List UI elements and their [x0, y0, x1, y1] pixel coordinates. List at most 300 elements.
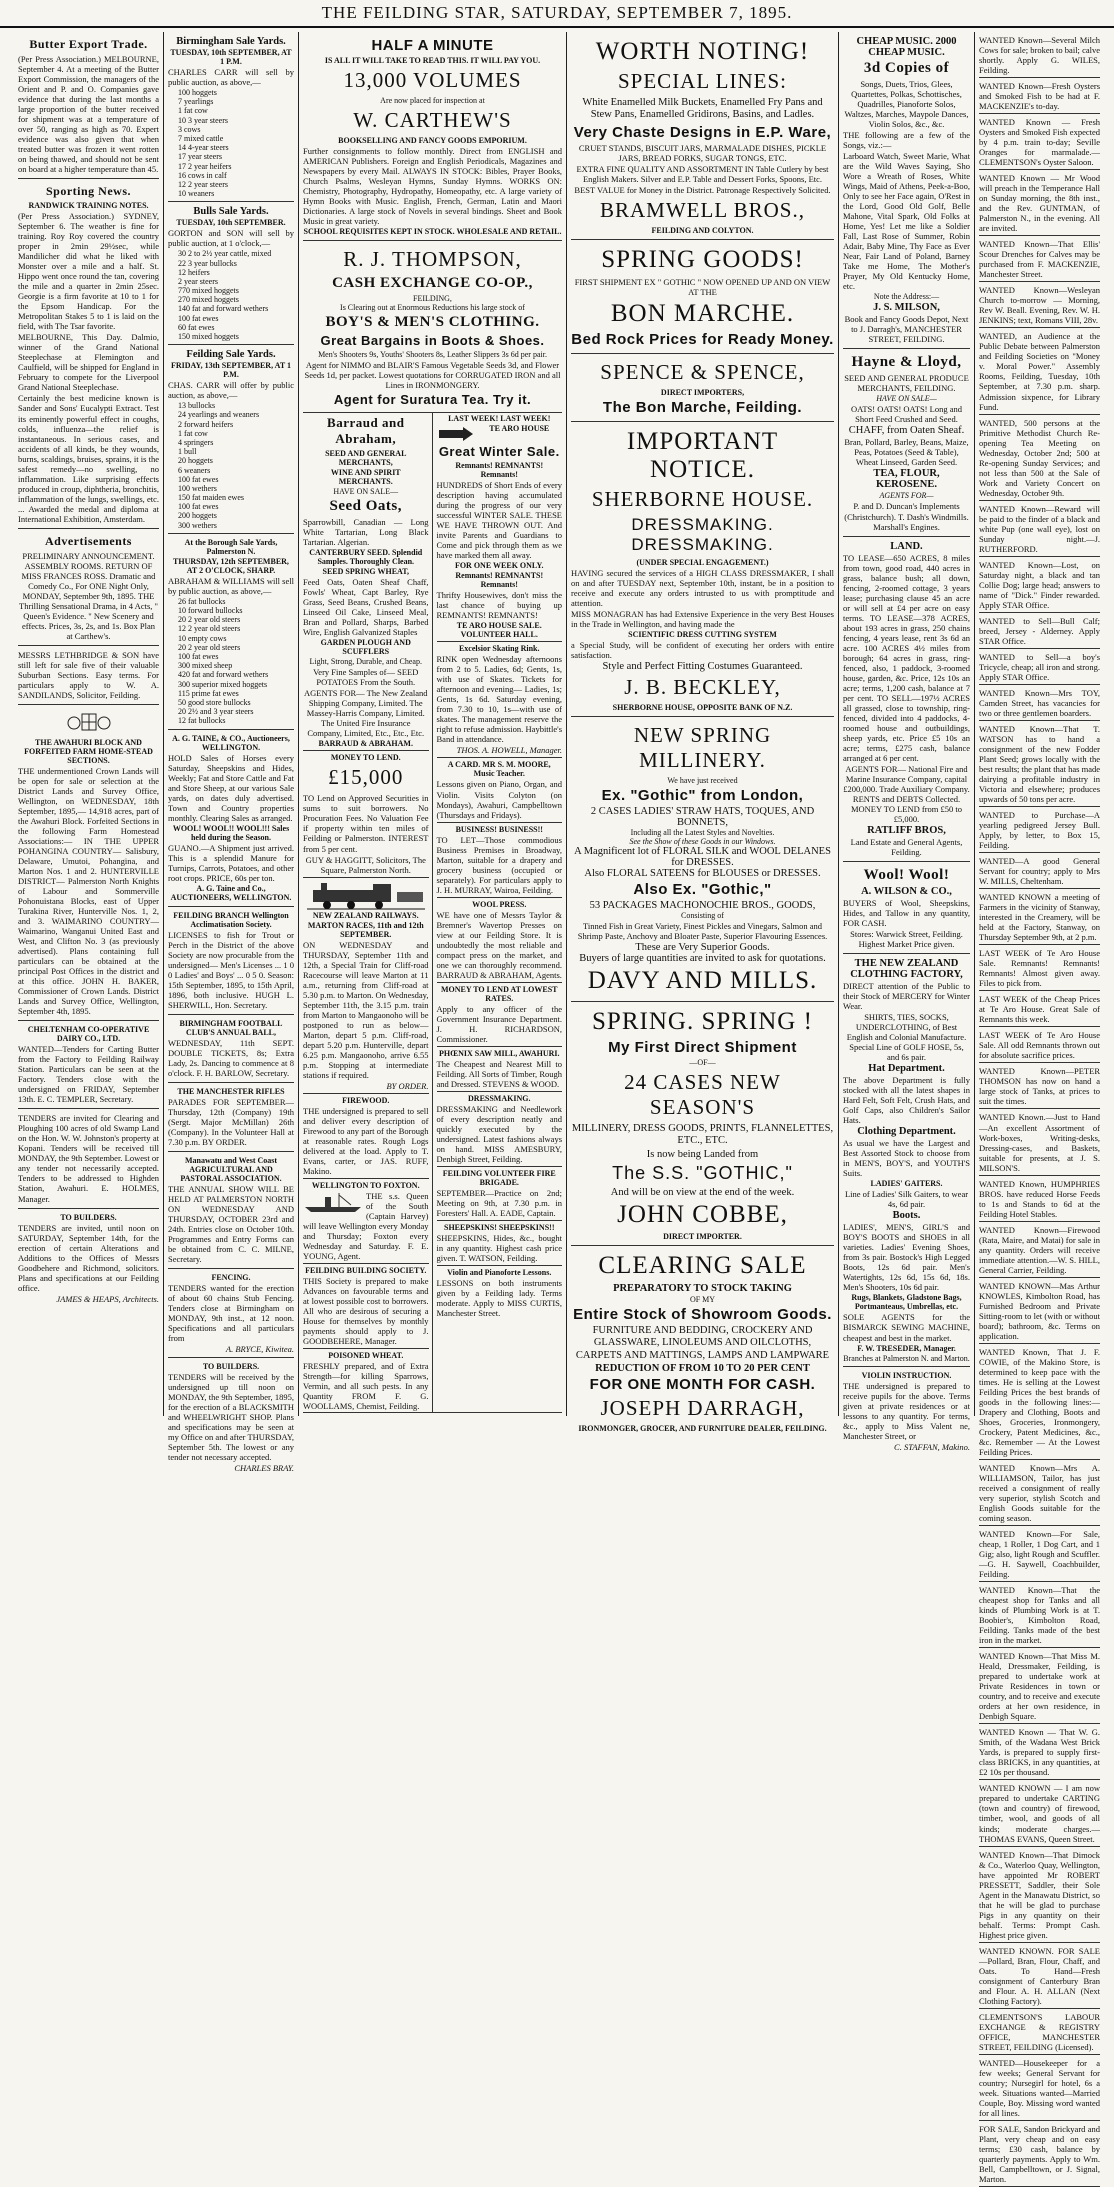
oats: OATS! OATS! OATS! Long and Short Feed Crushed and Seed.: [851, 404, 962, 425]
floral-sateens: Also FLORAL SATEENS for BLOUSES or DRESSES.: [584, 867, 821, 879]
sale-list-item: 20 2½ and 3 year steers: [178, 707, 254, 717]
sale-list-item: 14 4-year steers: [178, 143, 229, 153]
bargains-heading: Great Bargains in Boots & Shoes.: [320, 333, 545, 349]
bulls-sale-list: [178, 249, 294, 341]
classified-ad: WANTED KNOWN. FOR SALE—Pollard, Bran, Flour, Chaff, and Oats. To Hand—Fresh consignment of Canterbury Bran and Flour. A. H. ALLAN (Next Clothing Factory).: [979, 1944, 1100, 2009]
on-view: And will be on view at the end of the week.: [610, 1186, 795, 1198]
swamp-tenders: TENDERS are invited for Clearing and Ploughing 100 acres of old Swamp Land on the Hon. W. W. Johnston's property at Kopani. Tenders will be received till MONDAY, the 9th September. Lowest or any tender not necessarily accepted. Tenders to be addressed to Highden Station, Awahuri. E. HOLMES, Manager.: [18, 1113, 159, 1204]
taine-signature: A. G. Taine and Co., AUCTIONEERS, WELLINGTON.: [170, 883, 292, 902]
cheltenham-title: CHELTENHAM CO-OPERATIVE DAIRY CO., LTD.: [27, 1025, 150, 1044]
boots-body: LADIES', MEN'S, GIRL'S and BOY'S BOOTS and SHOES in all varieties. Ladies' Evening Shoes, from 3s pair. Bostock's High Legged Boots, 12s 6d pair. Men's Watertights, 12s 6d, 15s 6d, 18s. Men's Shooters, 10s 6d pair.: [843, 1222, 970, 1293]
plough-title: GARDEN PLOUGH AND SCUFFLERS: [320, 638, 411, 657]
sale-list-item: 17 year steers: [178, 152, 222, 162]
beckley-sub: SHERBORNE HOUSE, OPPOSITE BANK OF N.Z.: [612, 702, 793, 712]
clothing-body: As usual we have the Largest and Best Assorted Stock to choose from in MEN'S, BOY'S, and YOUTH'S Suits.: [843, 1138, 970, 1179]
hat-department: Hat Department.: [868, 1063, 945, 1075]
cheap-music: CHEAP MUSIC. 2000 CHEAP MUSIC.: [856, 36, 957, 58]
classified-ad: WANTED Known — Mr Wood will preach in the Temperance Hall on Sunday morning, the 8th inst., and the Rev. GUNTMAN, of Palmerston N., in the evening. All are invited.: [979, 171, 1100, 236]
furniture-list: FURNITURE AND BEDDING, CROCKERY AND GLASSWARE, LINOLEUMS AND OILCLOTHS, CARPETS AND MATTINGS, LAMPS AND LAMPWARE: [575, 1324, 830, 1361]
sale-list-item: 1 bull: [178, 447, 197, 457]
sale-list-item: 10 weaners: [178, 189, 215, 199]
classified-ad: WANTED Known—Fresh Oysters and Smoked Fish to be had at F. MACKENZIE's to-day.: [979, 79, 1100, 114]
advertisements-title: Advertisements: [45, 533, 132, 548]
bon-marche: BON MARCHE.: [610, 299, 795, 327]
land-body: TO LEASE—650 ACRES, 8 miles from town, good road, 440 acres in grass, balance bush; all down, fencing, 2-roomed cottage, 3 years lease; purchasing clause 45 an acre or will sell at £4 per acre on easy terms. TO LEASE—378 ACRES, about 193 acres in grass, 250 chains fencing, 4 years lease, rent 3s 6d an acre. 100 ACRES 4½ miles from borough; 64 acres in grass, ring-fenced, also, 1 paddock, 3-roomed house, garden, &c. Price, 12s 10s an acre; terms, 1,200 cash, balance at 7 per cent. TO SELL—197½ ACRES all grassed, close to township, ring-fenced, divided into 4 paddocks, 4-roomed house and outbuildings, sheep yards, etc. Price £5 10s an acre; terms, £275 cash, balance arranged at 6 per cent.: [843, 552, 970, 763]
bargains-sub: Men's Shooters 9s, Youths' Shooters 8s, Leather Slippers 3s 6d per pair.: [318, 350, 547, 360]
skating-rink-signature: THOS. A. HOWELL, Manager.: [456, 745, 562, 756]
classified-ad: FOR SALE, Sandon Brickyard and Plant, very cheap and on easy terms; £30 cash, balance by quarterly payments. Apply to Wm. Bell, Campbelltown, or J. Signal, Marton.: [979, 2122, 1100, 2187]
sale-list-item: 770 mixed hoggets: [178, 286, 239, 296]
feilding-sale-list: [178, 401, 294, 530]
sale-list-item: 100 fat ewes: [178, 313, 219, 323]
classified-ad: WANTED Known—Wesleyan Church to-morrow — Morning, Rev W. Beall. Evening, Rev. W. H. JENKINS; text, Romans VIII, 28v.: [979, 283, 1100, 328]
spring-millinery: NEW SPRING MILLINERY.: [633, 722, 772, 772]
nimmo-body: Agent for NIMMO and BLAIR'S Famous Vegetable Seeds 3d, and Flower Seeds 1d, per packet. Lowest quotations for CORRUGATED IRON and all Lines in IRONMONGERY.: [304, 360, 561, 391]
hayne-have-sale: HAVE ON SALE—: [876, 394, 937, 404]
milson-sub: Book and Fancy Goods Depot, Next to J. Darragh's, MANCHESTER STREET, FEILDING.: [844, 314, 969, 345]
wilson-stores: Stores: Warwick Street, Feilding. Highest Market Price given.: [850, 929, 963, 950]
copies-3d: 3d Copies of: [863, 60, 950, 76]
skating-rink-body: RINK open Wednesday afternoons from 2 to 5. Ladies, 6d; Gents, 1s, with use of Skates. Tickets for afternoon and evening— Ladies, 1s; Gents, 1s 6d. Saturday evening, from 7.30 to 10, 1s—with use of skates. The management reserve the right to refuse admission. Haybittle's Band in attendance.: [436, 654, 562, 745]
floral-silk: A Magnificent lot of FLORAL SILK and WOOL DELANES for DRESSES.: [574, 845, 831, 868]
land-title: LAND.: [890, 540, 923, 552]
classified-ad: WANTED Known—For Sale, cheap, 1 Roller, 1 Dog Cart, and 1 Gig; also, light Rough and Scuffler.—G. H. Saywell, Coachbuilder, Feilding.: [979, 1527, 1100, 1582]
volumes-sub: Are now placed for inspection at: [380, 96, 485, 105]
loan-amount: £15,000: [328, 765, 404, 790]
building-society-body: THIS Society is prepared to make Advances on favourable terms and at lowest possible cost to borrowers. All who are desirous of securing a House for themselves by monthly payments should apply to J. GOODBEHERE, Manager.: [303, 1275, 429, 1347]
column-6: [975, 32, 1104, 2184]
carthew-name: W. CARTHEW'S: [353, 108, 512, 132]
sale-list-item: 10 empty cows: [178, 633, 227, 643]
bramwell-name: BRAMWELL BROS.,: [600, 197, 805, 222]
phoenix-body: The Cheapest and Nearest Mill to Feilding. All Sorts of Timber, Rough and Dressed. STEVENS & WOOD.: [436, 1058, 562, 1089]
violin-lessons-body: LESSONS on both instruments given by a Feilding lady. Terms moderate. Apply to MISS CURTIS, Manchester Street.: [436, 1278, 562, 1319]
sheepskins-body: SHEEPSKINS, Hides, &c., bought in any quantity. Highest cash price given. T. WATSON, Feilding.: [436, 1233, 562, 1264]
bulls-sale-intro: GORTON and SON will sell by public auction, at 1 o'clock,—: [168, 228, 294, 249]
sale-list-item: 12 fat bullocks: [178, 716, 226, 726]
birmingham-sale-intro: CHARLES CARR will sell by public auction, as above,—: [168, 67, 294, 88]
wilson-name: A. WILSON & CO.,: [861, 885, 952, 897]
boots-heading: Boots.: [892, 1210, 921, 1222]
classified-ad: WANTED Known—Mrs A. WILLIAMSON, Tailor, has just received a consignment of really very superior, stylish Scotch and English Goods suitable for the coming season.: [979, 1461, 1100, 1526]
last-week: LAST WEEK! LAST WEEK!: [448, 414, 551, 424]
sale-list-item: 270 mixed hoggets: [178, 295, 239, 305]
bran-list: Bran, Pollard, Barley, Beans, Maize, Peas, Potatoes (Seed & Table), Wheat Linseed, Garden Seed.: [844, 437, 969, 468]
borough-sale-title: At the Borough Sale Yards, Palmerston N.: [184, 537, 278, 556]
chaste-body: CRUET STANDS, BISCUIT JARS, MARMALADE DISHES, PICKLE JARS, BREAD FORKS, SUGAR TONGS, ETC.: [578, 142, 827, 163]
sale-list-item: 300 wethers: [178, 520, 217, 530]
classified-ad: WANTED Known—Reward will be paid to the finder of a black and white Pup (one wall eye), lost on Sunday night.—J. RUTHERFORD.: [979, 502, 1100, 557]
sale-list-item: 200 hoggets: [178, 511, 217, 521]
beckley-name: J. B. BECKLEY,: [624, 674, 781, 699]
clothing-heading: BOY'S & MEN'S CLOTHING.: [325, 314, 540, 331]
classified-ad: WANTED KNOWN — I am now prepared to undertake CARTING (town and country) of firewood, timber, wool, and goods of all kinds; moderate charges.—THOMAS EVANS, Queen Street.: [979, 1781, 1100, 1846]
chaff: CHAFF, from Oaten Sheaf.: [848, 425, 965, 437]
hayne-sub: SEED AND GENERAL PRODUCE MERCHANTS, FEILDING.: [844, 373, 969, 394]
wool-sales: WOOL! WOOL!! WOOL!!! Sales held during the Season.: [172, 823, 290, 842]
superior-goods: These are Very Superior Goods.: [635, 942, 770, 954]
classified-ad: WANTED Known—Lost, on Saturday night, a black and tan Collie Dog; large head; answers to name of "Dick." Finder rewarded. Apply STAR Office.: [979, 558, 1100, 613]
classified-ad: WANTED Known—Firewood (Rata, Maire, and Matai) for sale in any quantity. Orders will receive immediate attention.—W. S. HILL, General Carrier, Feilding.: [979, 1223, 1100, 1278]
carthew-sub: BOOKSELLING AND FANCY GOODS EMPORIUM.: [338, 136, 527, 145]
barraud-wine: WINE AND SPIRIT MERCHANTS.: [330, 468, 401, 487]
acclimatisation-body: LICENSES to fish for Trout or Perch in the District of the above Society are now procurable from the undersigned— Men's Licenses ... 1 0 0 Ladies' and Boys' ... 0 5 0. Season: 15th September, 1895, to 15th April, 1896, both inclusive. HUGH L. SHERWILL, Hon. Secretary.: [168, 929, 294, 1010]
scientific-body: a Special Study, will be confident of executing her orders with entire satisfaction.: [571, 639, 834, 660]
column-5: [839, 32, 975, 1452]
classified-ad: WANTED KNOWN a meeting of Farmers in the vicinity of Stanway, interested in the Creamery, will be held at the Factory, Stanway, on Thursday September 9th, at 2 p.m.: [979, 890, 1100, 945]
marton-signature: BY ORDER.: [386, 1080, 429, 1091]
spring-spring: SPRING. SPRING !: [592, 1008, 813, 1036]
acclimatisation-title: FEILDING BRANCH Wellington Acclimatisation Society.: [173, 910, 289, 929]
quotations: Buyers of large quantities are invited to ask for quotations.: [579, 953, 826, 965]
important-notice: IMPORTANT NOTICE.: [626, 427, 779, 483]
barraud-signature: BARRAUD & ABRAHAM.: [318, 739, 413, 749]
ratliff-agents: AGENTS FOR— National Fire and Marine Insurance Company, capital £200,000. Trade Auxiliary Company. RENTS and DEBTS Collected. MONEY TO LEND from £50 to £5,000.: [843, 763, 970, 824]
column-2: [164, 32, 299, 1474]
worth-noting: WORTH NOTING!: [595, 38, 810, 65]
sale-list-item: 30 2 to 2½ year cattle, mixed: [178, 249, 272, 259]
cobbe-sub: DIRECT IMPORTER.: [663, 1231, 742, 1241]
foxton-title: WELLINGTON TO FOXTON.: [311, 1180, 420, 1190]
bedrock-prices: Bed Rock Prices for Ready Money.: [571, 330, 834, 348]
wool-press-body: WE have one of Messrs Taylor & Bremner's Wavertop Presses on view at our Feilding Store. It is undoubtedly the most reliable and compact press on the market, and one we can thoroughly recommend. BARRAUD & ABRAHAM, Agents.: [436, 909, 562, 980]
sale-list-item: 100 fat ewes: [178, 502, 219, 512]
classified-ad: WANTED Known—PETER THOMSON has now on hand a large stock of Tanks, at prices to suit the times.: [979, 1064, 1100, 1109]
sale-list-item: 24 yearlings and weaners: [178, 410, 260, 420]
guy-haggitt: GUY & HAGGITT, Solicitors, The Square, Palmerston North.: [305, 854, 426, 875]
football-ball-title: BIRMINGHAM FOOTBALL CLUB'S ANNUAL BALL,: [179, 1018, 283, 1037]
money-lend-title: MONEY TO LEND AT LOWEST RATES.: [441, 984, 558, 1003]
classified-ad: WANTED Known — Fresh Oysters and Smoked Fish expected by 4 p.m. train to-day; Seville Oranges for marmalade.—CLEMENTSON's Oyster Saloon.: [979, 115, 1100, 170]
sale-list-item: 16 cows in calf: [178, 170, 227, 180]
bramwell-sub: FEILDING AND COLYTON.: [651, 225, 754, 235]
taine-title: A. G. TAINE, & CO., Auctioneers, WELLINGTON.: [172, 733, 290, 752]
straw-hats: 2 CASES LADIES' STRAW HATS, TOQUES, AND BONNETS,: [590, 805, 815, 828]
tea-flour: TEA, FLOUR, KEROSENE.: [873, 468, 940, 491]
feilding-sale-title: Feilding Sale Yards.: [186, 349, 276, 361]
phoenix-title: PHŒNIX SAW MILL, AWAHURI.: [438, 1048, 560, 1058]
classified-ad: WANTED KNOWN—Mas Arthur KNOWLES, Kimbolton Road, has Furnished Bedroom and Private Sitting-room to let (with or without board); bathroom, &c. Terms on application.: [979, 1279, 1100, 1344]
cases-24-list: MILLINERY, DRESS GOODS, PRINTS, FLANNELETTES, ETC., ETC.: [571, 1123, 834, 1147]
fencing-title: FENCING.: [211, 1273, 251, 1283]
crown-lands-title: THE AWAHURI BLOCK AND FORFEITED FARM HOME-STEAD SECTIONS.: [24, 737, 153, 765]
consisting-of: Consisting of: [681, 910, 724, 920]
wool-press-title: WOOL PRESS.: [472, 899, 527, 909]
taine-body: HOLD Sales of Horses every Saturday, Sheepskins and Hides, Weekly; Fat and Store Cattle and Fat and Store Sheep, at our various Sale yards, on dates duly advertised. Town and Country properties monthly. Clearing Sales as arranged.: [168, 752, 294, 823]
birmingham-sale-date: TUESDAY, 10th SEPTEMBER, AT 1 P.M.: [170, 48, 292, 66]
sale-list-item: 150 mixed hoggets: [178, 332, 239, 341]
sale-list-item: 1 fat cow: [178, 428, 208, 438]
spence-name: SPENCE & SPENCE,: [600, 359, 805, 384]
sale-list-item: 3 cows: [178, 124, 201, 134]
classified-ad: WANTED Known.—Just to Hand—An excellent Assortment of Work-boxes, Writing-desks, Dressing-cases, and Baskets, suitable for presents, at J. S. MILSON'S.: [979, 1110, 1100, 1175]
songs-intro: THE following are a few of the Songs, viz.:—: [843, 130, 970, 151]
carthew-body: Further consignments to follow monthly. Direct from ENGLISH and AMERICAN Publishers. Foreign and English Periodicals, Magazines and Newspapers by every Mail. ALWAYS IN STOCK: Bibles, Prayer Books, Church Psalms, Wesleyan Hymns, Sunday Hymns. WORKS ON: Chemistry, Photography, Hydropathy, Homeopathy, etc. A large variety of Hymn Books with Music. English, French, German, Latin and Maori Dictionaries. A large stock of Novels in several bindings. Sheet and Book Music in great variety.: [303, 146, 562, 227]
copies-body: Songs, Duets, Trios, Glees, Quartettes, Polkas, Schottisches, Quadrilles, Pianoforte Solos, Waltzes, Marches, Maypole Dances, Violin Solos, &c., &c.: [844, 79, 969, 130]
builders-signature: JAMES & HEAPS, Architects.: [56, 1293, 159, 1304]
classified-ad: WANTED to Sell—a boy's Tricycle, cheap; all iron and strong. Apply STAR Office.: [979, 650, 1100, 685]
ratliff-name: RATLIFF BROS,: [867, 824, 946, 836]
hayne-agents: AGENTS FOR—: [879, 491, 934, 501]
spring-goods: SPRING GOODS!: [601, 245, 804, 273]
thompson-name: R. J. THOMPSON,: [343, 247, 522, 272]
sale-list-item: 300 mixed sheep: [178, 661, 233, 671]
birmingham-sale-title: Birmingham Sale Yards.: [176, 36, 286, 47]
cases-24: 24 CASES NEW SEASON'S: [624, 1070, 781, 1120]
to-builders-body: TENDERS will be received by the undersigned up till noon on MONDAY, the 9th September, 1895, for the erection of a BLACKSMITH and WHEELWRIGHT SHOP. Plans and specifications may be seen at my Office on and after THURSDAY, September 5th. The lowest or any tender not necessary accepted.: [168, 1372, 294, 1463]
classified-ad: WANTED Known—That the cheapest shop for Tanks and all kinds of Plumbing Work is at T. Boobier's, Kimbolton Road, Feilding. Tanks made of the best iron in the market.: [979, 1583, 1100, 1648]
classified-ad: WANTED to Purchase—A yearling pedigreed Jersey Bull. Apply, by letter, to Box 15, Feilding.: [979, 808, 1100, 853]
classified-ad: WANTED Known—That Ellis' Scour Drenches for Calves may be purchased from F. MACKENZIE, Manchester Street.: [979, 237, 1100, 282]
just-received: We have just received: [667, 775, 738, 785]
scientific-cutting: SCIENTIFIC DRESS CUTTING SYSTEM: [628, 629, 777, 639]
classified-ad: WANTED Known, HUMPHRIES BROS. have reduced Horse Feeds to 1s and Stands to 6d at the Feilding Hotel Stables.: [979, 1177, 1100, 1222]
builders-title: TO BUILDERS.: [60, 1212, 117, 1222]
butter-body: (Per Press Association.) MELBOURNE, September 4. At a meeting of the Butter Export Commission, the managers of the Orient and P. and O. Companies gave evidence that during the last months a large proportion of the butter received for shipment was at a temperature of over 50, ranging as high as 70. Expert evidence was also given that when treated butter was frozen it went rotten on being thawed, and should not be sent on board at a higher temperature than 45.: [18, 54, 159, 175]
darragh-name: JOSEPH DARRAGH,: [600, 1395, 805, 1420]
thompson-sub: CASH EXCHANGE CO-OP.,: [332, 275, 533, 292]
half-minute-sub: IS ALL IT WILL TAKE TO READ THIS. IT WILL PAY YOU.: [324, 56, 541, 65]
tinned-goods: Tinned Fish in Great Variety, Finest Pickles and Vinegars, Salmon and Shrimp Paste, Anchovy and Bloater Paste, Superior Flavouring Essences.: [577, 920, 828, 941]
hayne-agents-body: P. and D. Duncan's Implements (Christchurch). T. Dash's Windmills. Marshall's Engines.: [844, 501, 969, 532]
sheepskins-title: SHEEPSKINS! SHEEPSKINS!!: [444, 1223, 555, 1232]
classified-ad: WANTED Known, That J. F. COWIE, of the Makino Store, is determined to keep pace with the times. He is selling at the Lowest Feilding Prices the best brands of goods in the following lines:—Drapery and Clothing, Boots and Shoes, Groceries, Ironmongery, Crockery, Patent Medicines, &c., &c. Remember — At the Lowest Feilding Prices.: [979, 1345, 1100, 1460]
clearing-sale: CLEARING SALE: [598, 1251, 807, 1279]
column-1: [14, 32, 164, 1416]
to-builders-title: TO BUILDERS.: [202, 1362, 260, 1372]
violin-instruction-body: THE undersigned is prepared to receive pupils for the above. Terms given at private residences or at lessons to any quantity. For terms, &c., apply to Miss Valent ne, Manchester Street, or: [843, 1380, 970, 1441]
sale-list-item: 20 2 year old steers: [178, 615, 241, 625]
preliminary-announcement: PRELIMINARY ANNOUNCEMENT. ASSEMBLY ROOMS. RETURN OF MISS FRANCES ROSS. Dramatic and Comedy Co., For ONE Night Only, MONDAY, September 9th, 1895. THE Thrilling Sensational Drama, in 4 Acts, " Queen's Evidence. " New Scenery and effects. Prices, 3s, 2s, and 1s. Box Plan at Carthew's.: [19, 550, 158, 641]
ratliff-sub: Land Estate and General Agents, Feilding.: [850, 836, 963, 857]
dressmaking-heading: DRESSMAKING. DRESSMAKING.: [631, 514, 774, 554]
special-lines-body: White Enamelled Milk Buckets, Enamelled Fry Pans and Stew Pans, Enamelled Gridirons, Basins, and Ladles.: [582, 97, 823, 121]
classified-ad: WANTED Known—Mrs TOY, Camden Street, has vacancies for two or three gentlemen boarders.: [979, 686, 1100, 721]
dressmaking-title: DRESSMAKING.: [468, 1093, 531, 1103]
classified-ad: WANTED Known—That Miss M. Heald, Dressmaker, Feilding, is prepared to undertake work at Private Residences in town or country, and to receive and execute orders at her own residence, in Denbigh Square.: [979, 1649, 1100, 1724]
one-month-cash: FOR ONE MONTH FOR CASH.: [589, 1375, 816, 1393]
wheat-list: Feed Oats, Oaten Sheaf Chaff, Fowls' Wheat, Capt Barley, Rye Grass, Seed Beans, Crushed Beans, Linseed Oil Cake, Linseed Meal, Bran and Pollard, Sharps, Barbed Wire, English Galvanized Staples: [303, 577, 429, 638]
firewood-body: THE undersigned is prepared to sell and deliver every description of Firewood to any part of the Borough at reasonable rates. Rough Logs delivered at the load. Apply to T. Evans, carter, or JAS. RUFF, Makino.: [303, 1105, 429, 1176]
sale-list-item: 150 fat maiden ewes: [178, 493, 244, 503]
barraud-title: Barraud and Abraham,: [327, 415, 405, 447]
sale-list-item: 1 fat cow: [178, 106, 208, 116]
marton-body: ON WEDNESDAY and THURSDAY, September 11th and 12th, a Special Train for Cliff-road Racecourse will leave Marton at 11 a.m., returning from Cliff-road at 5.30 p.m. to Marton. On Wednesday, September 11th, the 3.15 p.m. train from Marton to Mangaonoho will be postponed to run as below— Marton, depart 5 p.m. Cliff-road, depart 5.20 p.m. Hunterville, depart 6.25 p.m. Mangaonoho, arrive 6.55 p.m. Stopping at intermediate stations if required.: [303, 939, 429, 1080]
manawatu-title: Manawatu and West Coast AGRICULTURAL AND PASTORAL ASSOCIATION.: [180, 1155, 282, 1183]
sale-list-item: 60 fat ewes: [178, 322, 215, 332]
sale-list-item: 7 yearlings: [178, 97, 214, 107]
gaiters-body: Line of Ladies' Silk Gaiters, to wear 4s, 6d pair.: [844, 1189, 969, 1210]
remnants-body: HUNDREDS of Short Ends of every description having accumulated during the progress of our very successful WINTER SALE. THESE WE HAVE THROWN OUT. And invite Parents and Guardians to Come and pick through them as we have marked them all away.: [436, 480, 562, 561]
of-label: —OF—: [689, 1058, 716, 1068]
note-address: Note the Address:—: [873, 292, 940, 302]
seed-oats: Seed Oats,: [329, 498, 402, 515]
rifles-body: PARADES FOR SEPTEMBER— Thursday, 12th (Company) 19th (Sergt. Major McMillan) 26th (Company). In the Volunteer Hall at 7.30 p.m. BY ORDER.: [168, 1096, 294, 1147]
volumes-count: 13,000 VOLUMES: [343, 68, 522, 92]
sale-list-item: 12 heifers: [178, 267, 210, 277]
darragh-sub: IRONMONGER, GROCER, AND FURNITURE DEALER, FEILDING.: [578, 1423, 827, 1433]
sale-list-item: 100 fat ewes: [178, 474, 219, 484]
building-society-title: FEILDING BUILDING SOCIETY.: [305, 1265, 427, 1275]
violin-lessons-title: Violin and Pianoforte Lessons.: [447, 1268, 552, 1278]
nz-clothing-title: THE NEW ZEALAND CLOTHING FACTORY,: [850, 958, 963, 981]
half-minute-title: HALF A MINUTE: [371, 37, 494, 54]
thompson-place: FEILDING,: [413, 294, 452, 304]
remnants-heading: Remnants! REMNANTS! Remnants!: [455, 461, 544, 480]
wool-heading: Wool! Wool!: [863, 866, 950, 883]
special-lines: SPECIAL LINES:: [618, 69, 787, 93]
classified-ad: WANTED Known—That T. WATSON has to hand a consignment of the new Fodder Plant Seed; grows locally with the best results; the plant that has made dairying a profitable industry in Victoria and elsewhere; produces upwards of 50 tons per acre.: [979, 722, 1100, 807]
preparatory: PREPARATORY TO STOCK TAKING: [613, 1282, 792, 1294]
oats-list: Sparrowbill, Canadian — Long White Tartarian, Long Black Tartarian. Algerian.: [303, 517, 429, 548]
sherborne-house: SHERBORNE HOUSE.: [591, 486, 814, 511]
sale-list-item: 22 3 year bullocks: [178, 258, 237, 268]
spence-sub: DIRECT IMPORTERS,: [660, 387, 745, 397]
melbourne-body: MELBOURNE, This Day. Dalmio, winner of the Grand National Steeplechase at Flemington and Caulfield, will be shipped for England in February to compete for the Liverpool Grand National Steeplechase.: [18, 332, 159, 393]
wilson-body: BUYERS of Wool, Sheepskins, Hides, and Tallow in any quantity, FOR CASH.: [843, 897, 970, 929]
sale-list-item: 10 3 year steers: [178, 115, 228, 125]
thompson-clearing: Is Clearing out at Enormous Reductions his large stock of: [340, 303, 525, 313]
guano-ad: GUANO.—A Shipment just arrived. This is a splendid Manure for Turnips, Carrots, Potatoes, and other root crops. PRICE, 60s per ton.: [168, 842, 294, 883]
bulls-sale-title: Bulls Sale Yards.: [193, 206, 269, 218]
to-builders-signature: CHARLES BRAY.: [234, 1463, 294, 1474]
borough-sale-date: THURSDAY, 12th SEPTEMBER, AT 2 O'CLOCK, SHARP.: [173, 556, 289, 575]
carthew-footer: SCHOOL REQUISITES KEPT IN STOCK. WHOLESALE AND RETAIL.: [303, 227, 562, 237]
firewood-title: FIREWOOD.: [342, 1095, 390, 1105]
sale-list-item: 20 hoggets: [178, 456, 213, 466]
sale-list-item: 100 hoggets: [178, 88, 217, 98]
borough-sale-intro: ABRAHAM & WILLIAMS will sell by public auction, as above,—: [168, 575, 294, 596]
sale-list-item: 100 wethers: [178, 483, 217, 493]
steamship-icon: [303, 1191, 363, 1213]
feilding-sale-intro: CHAS. CARR will offer by public auction, as above,—: [168, 380, 294, 401]
monagran-body: MISS MONAGRAN has had Extensive Experience in the very Best Houses in the Trade in Wellington, and having made the: [571, 608, 834, 629]
dressmaking-body: DRESSMAKING and Needlework of every description neatly and quickly executed by the undersigned. Latest fashions always on hand. MISS AMESBURY, Denbigh Street, Feilding.: [436, 1103, 562, 1164]
sale-list-item: 2 year steers: [178, 276, 218, 286]
classified-ad: WANTED, an Audience at the Public Debate between Palmerston and Feilding Societies on "Money v. Moral Power." Assembly Rooms, Feilding, Tuesday, 10th September, at 7.30 p.m. sharp. Admission sixpence, for Library Fund.: [979, 329, 1100, 414]
sale-list-item: 4 springers: [178, 437, 214, 447]
masthead: THE FEILDING STAR, SATURDAY, SEPTEMBER 7, 1895.: [0, 0, 1114, 28]
bulls-sale-date: TUESDAY, 10th SEPTEMBER.: [176, 218, 286, 228]
ex-gothic: Ex. "Gothic" from London,: [601, 786, 804, 804]
spence-bon-marche: The Bon Marche, Feilding.: [602, 398, 803, 416]
also-ex-gothic: Also Ex. "Gothic,": [633, 880, 772, 898]
sale-list-item: 50 good store bullocks: [178, 697, 251, 707]
sale-list-item: 6 weaners: [178, 465, 211, 475]
bismarck-agents: SOLE AGENTS for the BISMARCK SEWING MACHINE, cheapest and best in the market.: [843, 1312, 970, 1343]
business-body: TO LET—Those commodious Business Premises in Broadway, Marton, suitable for a drapery and grocery business (occupied or separately). For particulars apply to J. H. MURRAY, Wairoa, Feilding.: [436, 834, 562, 895]
one-week-only: FOR ONE WEEK ONLY.: [454, 561, 544, 571]
sale-list-item: 17 2 year heifers: [178, 161, 232, 171]
machonochie: 53 PACKAGES MACHONOCHIE BROS., GOODS,: [589, 899, 816, 911]
nz-clothing-list: SHIRTS, TIES, SOCKS, UNDERCLOTHING, of Best English and Colonial Manufacture. Special Line of GOLF HOSE, 5s, and 6s pair.: [846, 1012, 967, 1063]
gothic-shipment: FIRST SHIPMENT EX " GOTHIC " NOW OPENED UP AND ON VIEW AT THE: [574, 276, 831, 297]
entire-stock: Entire Stock of Showroom Goods.: [573, 1305, 832, 1323]
sale-list-item: 115 prime fat ewes: [178, 688, 239, 698]
songs-list: Larboard Watch, Sweet Marie, What are the Wild Waves Saying, Sho Wore a Wreath of Roses, White Wings, Maid of Athens, Peek-a-Boo, Only to see her Face again, O'Rest in the Lord, Good Old Golf, Belle Mahone, Vital Spark, Old Folks at Home, Yes! Let me like a Soldier Fall, Last Rose of Summer, Robin Adair, Baby Mine, Thy Face as Ever Near, Fair Land of Poland, Barney Take me Home, The Mother's Prayer, My Old Kentucky Home, etc.: [843, 151, 970, 292]
style-guarantee: Style and Perfect Fitting Costumes Guaranteed.: [602, 660, 803, 672]
ladies-gaiters: LADIES' GAITERS.: [870, 1179, 943, 1189]
sale-list-item: 7 mixed cattle: [178, 133, 224, 143]
sale-list-item: 100 fat ewes: [178, 652, 219, 661]
violin-instruction-title: VIOLIN INSTRUCTION.: [861, 1370, 952, 1380]
coat-of-arms-icon: [64, 710, 114, 736]
feilding-sale-date: FRIDAY, 13th SEPTEMBER, AT 1 P.M.: [170, 361, 292, 380]
hat-body: The above Department is fully stocked with all the latest shapes in Hard Felt, Soft Felt, Crush Hats, and Golf Caps, also Children's Sailor Hats.: [843, 1075, 970, 1126]
foxton-body: THE s.s. Queen of the South (Captain Harvey) will leave Wellington every Monday and Thursday; Foxton every Wednesday and Saturday. F. E. YOUNG, Agent.: [303, 1190, 429, 1261]
sale-list-item: 420 fat and forward wethers: [178, 670, 269, 680]
te-aro-house: TE ARO HOUSE: [489, 424, 550, 434]
classified-ad: LAST WEEK of Te Aro House Sale. Remnants! Remnants! Remnants! Almost given away. Files to pick from.: [979, 946, 1100, 991]
milson-name: J. S. MILSON,: [873, 302, 940, 314]
birmingham-sale-list: [178, 88, 294, 198]
classified-ad: WANTED Known — That W. G. Smith, of the Wadana West Brick Yards, is prepared to supply first-class BRICKS, in any quantities, at £2 10s per thousand.: [979, 1725, 1100, 1780]
rifles-title: THE MANCHESTER RIFLES: [177, 1086, 285, 1096]
borough-sale-list: [178, 597, 294, 726]
sander-body: Certainly the best medicine known is Sander and Sons' Eucalypti Extract. Test its eminently powerful effect in coughs, colds, influenza—the relief is instantaneous. In serious cases, and accidents of all kinds, be they wounds, burns, scaldings, bruises, sprains, it is the safest remedy—no swelling, no inflammation. Like surprising effects produced in croup, diphtheria, bronchitis, inflammation of the lungs, swellings, etc. ... Awarded the medal and diploma at International Exhibition, Amsterdam.: [18, 393, 159, 524]
butter-title: Butter Export Trade.: [29, 37, 148, 51]
sale-list-item: 10 forward bullocks: [178, 606, 243, 616]
money-to-lend: MONEY TO LEND.: [330, 753, 401, 763]
rugs-heading: Rugs, Blankets, Gladstone Bags, Portmanteaus, Umbrellas, etc.: [851, 1293, 962, 1312]
sporting-subtitle: RANDWICK TRAINING NOTES.: [28, 201, 149, 211]
classified-ad: WANTED to Sell—Bull Calf; breed, Jersey - Alderney. Apply STAR Office.: [979, 614, 1100, 649]
barraud-have: HAVE ON SALE—: [333, 487, 399, 497]
sale-list-item: 300 superior mixed hoggets: [178, 679, 268, 689]
potatoes: Very Fine Samples of— SEED POTATOES From the South.: [313, 667, 419, 688]
classified-ad: WANTED—Housekeeper for a few weeks; General Servant for country; Nursegirl for hotel, 6s a week. Situations wanted—Married Couple, Boy. Missing word wanted for all lines.: [979, 2056, 1100, 2121]
davy-mills: DAVY AND MILLS.: [587, 967, 818, 995]
classified-ad: CLEMENTSON'S LABOUR EXCHANGE & REGISTRY OFFICE, MANCHESTER STREET, FEILDING (Licensed).: [979, 2010, 1100, 2055]
cheltenham-body: WANTED—Tenders for Carting Butter from the Factory to Feilding Railway Station. Particulars can be seen at the Factory. Tenders close with the undersigned on FRIDAY, September 13th. E. C. TEMPLER, Secretary.: [18, 1044, 159, 1105]
fencing-body: TENDERS wanted for the erection of about 60 chains Stub Fencing. Tenders close at Birmingham on MONDAY, 9th inst., at 12 noon. Specifications and all particulars from: [168, 1283, 294, 1344]
remnants-heading-2: Remnants! REMNANTS! Remnants!: [455, 571, 544, 590]
plough-sub: Light, Strong, Durable, and Cheap.: [309, 657, 422, 667]
newspaper-columns: [14, 32, 1104, 2184]
clothing-department: Clothing Department.: [857, 1126, 956, 1138]
special-engagement: (UNDER SPECIAL ENGAGEMENT.): [636, 557, 769, 567]
latest-styles: Including all the Latest Styles and Novelties.: [630, 827, 775, 837]
treseder: F. W. TRESEDER, Manager.: [857, 1343, 956, 1353]
sale-list-item: 12 2 year old steers: [178, 624, 241, 634]
violin-instruction-signature: C. STAFFAN, Makino.: [894, 1441, 970, 1452]
money-lend-body: Apply to any officer of the Government Insurance Department. J. H. RICHARDSON, Commissioner.: [436, 1003, 562, 1044]
thrifty-body: Thrifty Housewives, don't miss the last chance of buying up REMNANTS! REMNANTS!: [436, 590, 562, 621]
manawatu-body: THE ANNUAL SHOW WILL BE HELD AT PALMERSTON NORTH ON WEDNESDAY AND THURSDAY, OCTOBER 23rd and 24th. Entries close on October 10th. Programmes and Entry Forms can be obtained from C. C. MILNE, Secretary.: [168, 1183, 294, 1265]
branches: Branches at Palmerston N. and Marton.: [843, 1353, 970, 1363]
classified-ad: WANTED Known—That Dimock & Co., Waterloo Quay, Wellington, have appointed Mr ROBERT PRESSETT, Saddler, their Sole Agent in the Manawatu District, so that he will be glad to purchase Pigs in any quantity on their behalf. Terms: Prompt Cash. Highest price given.: [979, 1848, 1100, 1943]
classified-ad: LAST WEEK of the Cheap Prices at Te Aro House. Great Sale of Remnants this week.: [979, 992, 1100, 1027]
barraud-agents: AGENTS FOR— The New Zealand Shipping Company, Limited. The Massey-Harris Company, Limited. The United Fire Insurance Company, Limited, Etc., Etc., Etc.: [303, 688, 428, 739]
loan-body: TO Lend on Approved Securities in sums to suit borrowers. No Procuration Fees. No Valuation Fee if property within ten miles of Feilding or Palmerston. INTEREST from 5 per cent.: [303, 793, 429, 854]
column-3: [299, 32, 567, 1416]
sale-list-item: 12 2 year steers: [178, 179, 228, 189]
hayne-lloyd: Hayne & Lloyd,: [851, 354, 962, 371]
classified-ad: WANTED—A good General Servant for country; apply to Mrs W. MILLS, Cheltenham.: [979, 854, 1100, 889]
sale-list-item: 2 forward heifers: [178, 419, 234, 429]
poisoned-wheat-body: FRESHLY prepared, and of Extra Strength—for killing Sparrows, Vermin, and all such pests. In any Quantity FROM F. G. WOOLLAMS, Chemist, Feilding.: [303, 1361, 429, 1412]
high-class-dressmaker: HAVING secured the services of a HIGH CLASS DRESSMAKER, I shall on and after TUESDAY next, September 10th, instant, be in a position to receive and execute any orders intrusted to us with promptitude and attention.: [571, 567, 834, 608]
sale-list-item: 13 bullocks: [178, 401, 216, 411]
column-4: [567, 32, 839, 1433]
windows-note: See the Show of these Goods in our Windows.: [629, 836, 776, 846]
best-value: BEST VALUE for Money in the District. Patronage Respectively Solicited.: [574, 184, 831, 195]
reduction: REDUCTION OF FROM 10 TO 20 PER CENT: [595, 1362, 810, 1374]
builders-body: TENDERS are invited, until noon on SATURDAY, September 14th, for the erection of certain Alterations and Additions to the Offices of Messrs Goodbehere and Richmond, solicitors. Plans and specifications at our Feilding office.: [18, 1222, 159, 1293]
cobbe-name: JOHN COBBE,: [617, 1200, 788, 1228]
moore-title: A CARD. MR S. M. MOORE, Music Teacher.: [447, 760, 551, 779]
football-ball-body: WEDNESDAY, 11th SEPT. DOUBLE TICKETS, 8s; Extra Lady, 2s. Dancing to commence at 8 o'clock. F. H. BARLOW, Secretary.: [168, 1037, 294, 1078]
